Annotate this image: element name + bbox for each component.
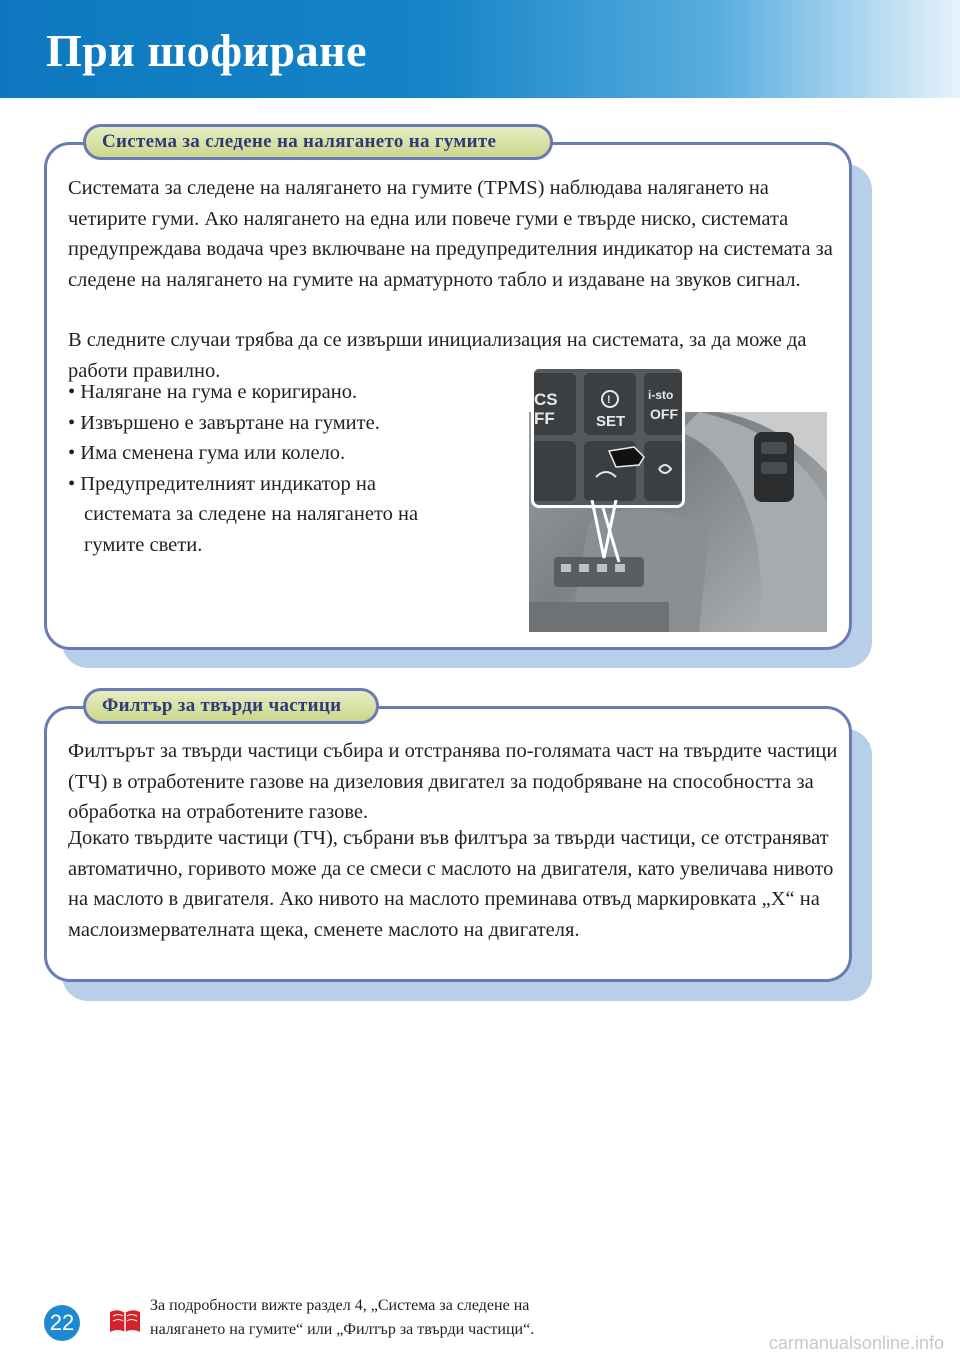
page-header (0, 0, 960, 98)
list-item: • Извършено е завъртане на гумите. (68, 411, 380, 434)
svg-text:!: ! (607, 394, 611, 406)
svg-text:FF: FF (534, 409, 555, 428)
list-item: • Предупредителният индикатор на системата за следене на налягането на гумите свети. (68, 472, 419, 556)
dpf-section-tab (83, 688, 379, 724)
dpf-oil-warning: Докато твърдите частици (ТЧ), събрани във филтъра за твърди частици, се отстраняват автоматично, горивото може да се смеси с маслото на двигателя, като увеличава нивото на маслото в двигателя. Ако нивото на маслото преминава отвъд маркировката „X“ на маслоизмервателната щека, сменете маслото на двигателя. (68, 827, 834, 941)
page-number: 22 (44, 1305, 80, 1341)
dpf-section-title: Филтър за твърди частици (102, 695, 342, 716)
list-item: • Налягане на гума е коригирано. (68, 381, 358, 403)
watermark: carmanualsonline.info (768, 1333, 944, 1353)
tpms-section-tab (83, 124, 553, 160)
tpms-set-button-label: SET (596, 413, 626, 430)
tpms-init-conditions (68, 377, 468, 560)
page-title: При шофиране (46, 25, 368, 76)
button-panel-illustration (534, 369, 682, 505)
svg-text:i-sto: i-sto (648, 388, 674, 402)
tpms-description: Системата за следене на налягането на гумите (TPMS) наблюдава налягането на четирите гуми. Ако налягането на една или повече гуми е твърде ниско, системата предупреждава водача чрез включване на предупредителния индикатор на системата за следене на налягането на гумите на арматурното табло и издаване на звуков сигнал. (68, 177, 833, 291)
svg-text:OFF: OFF (650, 406, 678, 422)
tpms-init-intro: В следните случаи трябва да се извърши инициализация на системата, за да може да работи правилно. (68, 329, 807, 382)
tpms-section-title: Система за следене на налягането на гумите (102, 131, 497, 152)
callout-pointer (590, 500, 620, 560)
dpf-description: Филтърът за твърди частици събира и отстранява по-голямата част на твърдите частици (ТЧ) в отработените газове на дизеловия двигател за подобряване на способността за обработка на отработените газове. (68, 740, 838, 823)
cs-off-label: CS (534, 390, 558, 409)
list-item: • Има сменена гума или колело. (68, 442, 346, 464)
footer-reference-note: За подробности вижте раздел 4, „Система за следене на налягането на гумите“ или „Филтър за твърди частици“. (150, 1297, 535, 1338)
button-panel-inset (531, 366, 685, 508)
open-book-icon (108, 1308, 142, 1334)
